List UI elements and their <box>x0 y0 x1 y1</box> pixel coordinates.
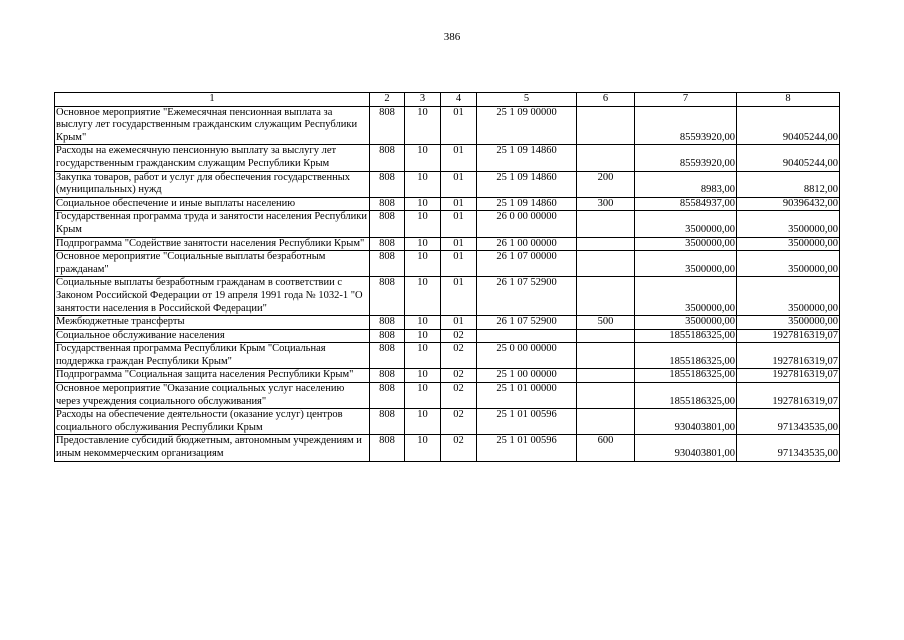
row-subsection-code: 02 <box>441 343 477 369</box>
row-amount-year-2: 971343535,00 <box>737 409 840 435</box>
row-subsection-code: 02 <box>441 435 477 461</box>
row-name: Межбюджетные трансферты <box>55 316 370 330</box>
row-expense-type <box>577 383 635 409</box>
row-target-article: 26 0 00 00000 <box>477 211 577 237</box>
row-target-article: 26 1 07 52900 <box>477 277 577 316</box>
row-section-code: 10 <box>405 369 441 383</box>
row-ministry-code: 808 <box>370 409 405 435</box>
budget-table <box>54 92 840 462</box>
header-cell: 3 <box>405 93 441 107</box>
row-subsection-code: 02 <box>441 369 477 383</box>
table-row <box>55 435 840 461</box>
header-cell: 2 <box>370 93 405 107</box>
row-amount-year-2: 8812,00 <box>737 171 840 197</box>
table-row <box>55 369 840 383</box>
row-target-article: 25 0 00 00000 <box>477 343 577 369</box>
header-cell: 5 <box>477 93 577 107</box>
row-ministry-code: 808 <box>370 329 405 343</box>
row-amount-year-1: 3500000,00 <box>635 251 737 277</box>
row-amount-year-1: 3500000,00 <box>635 277 737 316</box>
row-expense-type: 300 <box>577 197 635 211</box>
row-section-code: 10 <box>405 316 441 330</box>
row-section-code: 10 <box>405 277 441 316</box>
row-ministry-code: 808 <box>370 343 405 369</box>
row-ministry-code: 808 <box>370 369 405 383</box>
row-subsection-code: 01 <box>441 171 477 197</box>
row-amount-year-2: 1927816319,07 <box>737 383 840 409</box>
row-name: Расходы на обеспечение деятельности (оказание услуг) центров социального обслуживания Республики Крым <box>55 409 370 435</box>
row-amount-year-1: 85584937,00 <box>635 197 737 211</box>
row-subsection-code: 02 <box>441 409 477 435</box>
row-subsection-code: 01 <box>441 211 477 237</box>
row-name: Основное мероприятие "Ежемесячная пенсионная выплата за выслугу лет государственным гражданским служащим Республики Крым" <box>55 106 370 145</box>
row-name: Государственная программа Республики Крым "Социальная поддержка граждан Республики Крым" <box>55 343 370 369</box>
table-row <box>55 277 840 316</box>
row-name: Расходы на ежемесячную пенсионную выплату за выслугу лет государственным гражданским служащим Республики Крым <box>55 145 370 171</box>
row-target-article: 25 1 09 14860 <box>477 197 577 211</box>
table-row <box>55 237 840 251</box>
table-row <box>55 343 840 369</box>
row-amount-year-1: 3500000,00 <box>635 237 737 251</box>
table-row <box>55 329 840 343</box>
row-target-article: 25 1 01 00596 <box>477 435 577 461</box>
row-subsection-code: 01 <box>441 106 477 145</box>
header-cell: 7 <box>635 93 737 107</box>
row-section-code: 10 <box>405 145 441 171</box>
row-ministry-code: 808 <box>370 316 405 330</box>
table-body <box>55 93 840 462</box>
row-name: Социальные выплаты безработным гражданам в соответствии с Законом Российской Федерации от 19 апреля 1991 года № 1032-1 "О занятости населения в Российской Федерации" <box>55 277 370 316</box>
row-section-code: 10 <box>405 211 441 237</box>
row-subsection-code: 01 <box>441 316 477 330</box>
row-name: Предоставление субсидий бюджетным, автономным учреждениям и иным некоммерческим организациям <box>55 435 370 461</box>
row-amount-year-2: 3500000,00 <box>737 251 840 277</box>
table-row <box>55 383 840 409</box>
row-subsection-code: 02 <box>441 329 477 343</box>
header-cell: 6 <box>577 93 635 107</box>
row-target-article: 25 1 09 14860 <box>477 145 577 171</box>
row-amount-year-2: 3500000,00 <box>737 316 840 330</box>
row-expense-type <box>577 106 635 145</box>
row-expense-type <box>577 237 635 251</box>
row-section-code: 10 <box>405 409 441 435</box>
table-row <box>55 251 840 277</box>
row-amount-year-2: 90405244,00 <box>737 106 840 145</box>
header-cell: 4 <box>441 93 477 107</box>
row-target-article: 25 1 00 00000 <box>477 369 577 383</box>
row-ministry-code: 808 <box>370 383 405 409</box>
header-cell: 8 <box>737 93 840 107</box>
row-amount-year-2: 3500000,00 <box>737 277 840 316</box>
row-target-article: 26 1 07 52900 <box>477 316 577 330</box>
table-row <box>55 145 840 171</box>
row-ministry-code: 808 <box>370 237 405 251</box>
row-name: Государственная программа труда и занятости населения Республики Крым <box>55 211 370 237</box>
row-expense-type <box>577 409 635 435</box>
row-amount-year-2: 90396432,00 <box>737 197 840 211</box>
row-amount-year-1: 1855186325,00 <box>635 369 737 383</box>
header-row <box>55 93 840 107</box>
row-name: Основное мероприятие "Оказание социальных услуг населению через учреждения социального обслуживания" <box>55 383 370 409</box>
row-ministry-code: 808 <box>370 145 405 171</box>
row-ministry-code: 808 <box>370 171 405 197</box>
row-amount-year-1: 930403801,00 <box>635 435 737 461</box>
row-expense-type: 500 <box>577 316 635 330</box>
row-amount-year-2: 1927816319,07 <box>737 329 840 343</box>
row-amount-year-2: 90405244,00 <box>737 145 840 171</box>
row-ministry-code: 808 <box>370 277 405 316</box>
row-section-code: 10 <box>405 251 441 277</box>
row-expense-type <box>577 329 635 343</box>
row-section-code: 10 <box>405 435 441 461</box>
row-section-code: 10 <box>405 343 441 369</box>
row-subsection-code: 02 <box>441 383 477 409</box>
row-name: Социальное обеспечение и иные выплаты населению <box>55 197 370 211</box>
row-amount-year-2: 3500000,00 <box>737 211 840 237</box>
row-target-article: 25 1 01 00596 <box>477 409 577 435</box>
row-amount-year-1: 85593920,00 <box>635 145 737 171</box>
row-expense-type <box>577 369 635 383</box>
row-section-code: 10 <box>405 329 441 343</box>
row-name: Социальное обслуживание населения <box>55 329 370 343</box>
row-name: Подпрограмма "Социальная защита населения Республики Крым" <box>55 369 370 383</box>
row-subsection-code: 01 <box>441 251 477 277</box>
row-subsection-code: 01 <box>441 145 477 171</box>
row-amount-year-1: 3500000,00 <box>635 211 737 237</box>
row-expense-type: 600 <box>577 435 635 461</box>
row-section-code: 10 <box>405 106 441 145</box>
row-amount-year-2: 1927816319,07 <box>737 343 840 369</box>
row-target-article: 25 1 01 00000 <box>477 383 577 409</box>
row-expense-type <box>577 277 635 316</box>
row-subsection-code: 01 <box>441 237 477 251</box>
row-target-article: 25 1 09 14860 <box>477 171 577 197</box>
row-expense-type <box>577 145 635 171</box>
row-target-article <box>477 329 577 343</box>
row-amount-year-1: 930403801,00 <box>635 409 737 435</box>
row-expense-type: 200 <box>577 171 635 197</box>
row-target-article: 25 1 09 00000 <box>477 106 577 145</box>
row-amount-year-1: 1855186325,00 <box>635 343 737 369</box>
row-ministry-code: 808 <box>370 435 405 461</box>
row-amount-year-1: 1855186325,00 <box>635 383 737 409</box>
row-target-article: 26 1 00 00000 <box>477 237 577 251</box>
row-target-article: 26 1 07 00000 <box>477 251 577 277</box>
row-name: Подпрограмма "Содействие занятости населения Республики Крым" <box>55 237 370 251</box>
row-expense-type <box>577 251 635 277</box>
row-subsection-code: 01 <box>441 277 477 316</box>
row-ministry-code: 808 <box>370 106 405 145</box>
table-row <box>55 171 840 197</box>
table-row <box>55 106 840 145</box>
row-amount-year-1: 3500000,00 <box>635 316 737 330</box>
row-name: Основное мероприятие "Социальные выплаты безработным гражданам" <box>55 251 370 277</box>
page-number: 386 <box>443 31 461 43</box>
row-ministry-code: 808 <box>370 197 405 211</box>
row-subsection-code: 01 <box>441 197 477 211</box>
row-ministry-code: 808 <box>370 211 405 237</box>
row-section-code: 10 <box>405 383 441 409</box>
row-ministry-code: 808 <box>370 251 405 277</box>
row-amount-year-1: 85593920,00 <box>635 106 737 145</box>
row-amount-year-1: 1855186325,00 <box>635 329 737 343</box>
table-row <box>55 211 840 237</box>
row-expense-type <box>577 211 635 237</box>
row-section-code: 10 <box>405 171 441 197</box>
row-section-code: 10 <box>405 237 441 251</box>
row-expense-type <box>577 343 635 369</box>
row-amount-year-2: 3500000,00 <box>737 237 840 251</box>
row-section-code: 10 <box>405 197 441 211</box>
row-name: Закупка товаров, работ и услуг для обеспечения государственных (муниципальных) нужд <box>55 171 370 197</box>
row-amount-year-2: 1927816319,07 <box>737 369 840 383</box>
table-row <box>55 197 840 211</box>
row-amount-year-2: 971343535,00 <box>737 435 840 461</box>
header-cell: 1 <box>55 93 370 107</box>
table-row <box>55 409 840 435</box>
table-row <box>55 316 840 330</box>
row-amount-year-1: 8983,00 <box>635 171 737 197</box>
